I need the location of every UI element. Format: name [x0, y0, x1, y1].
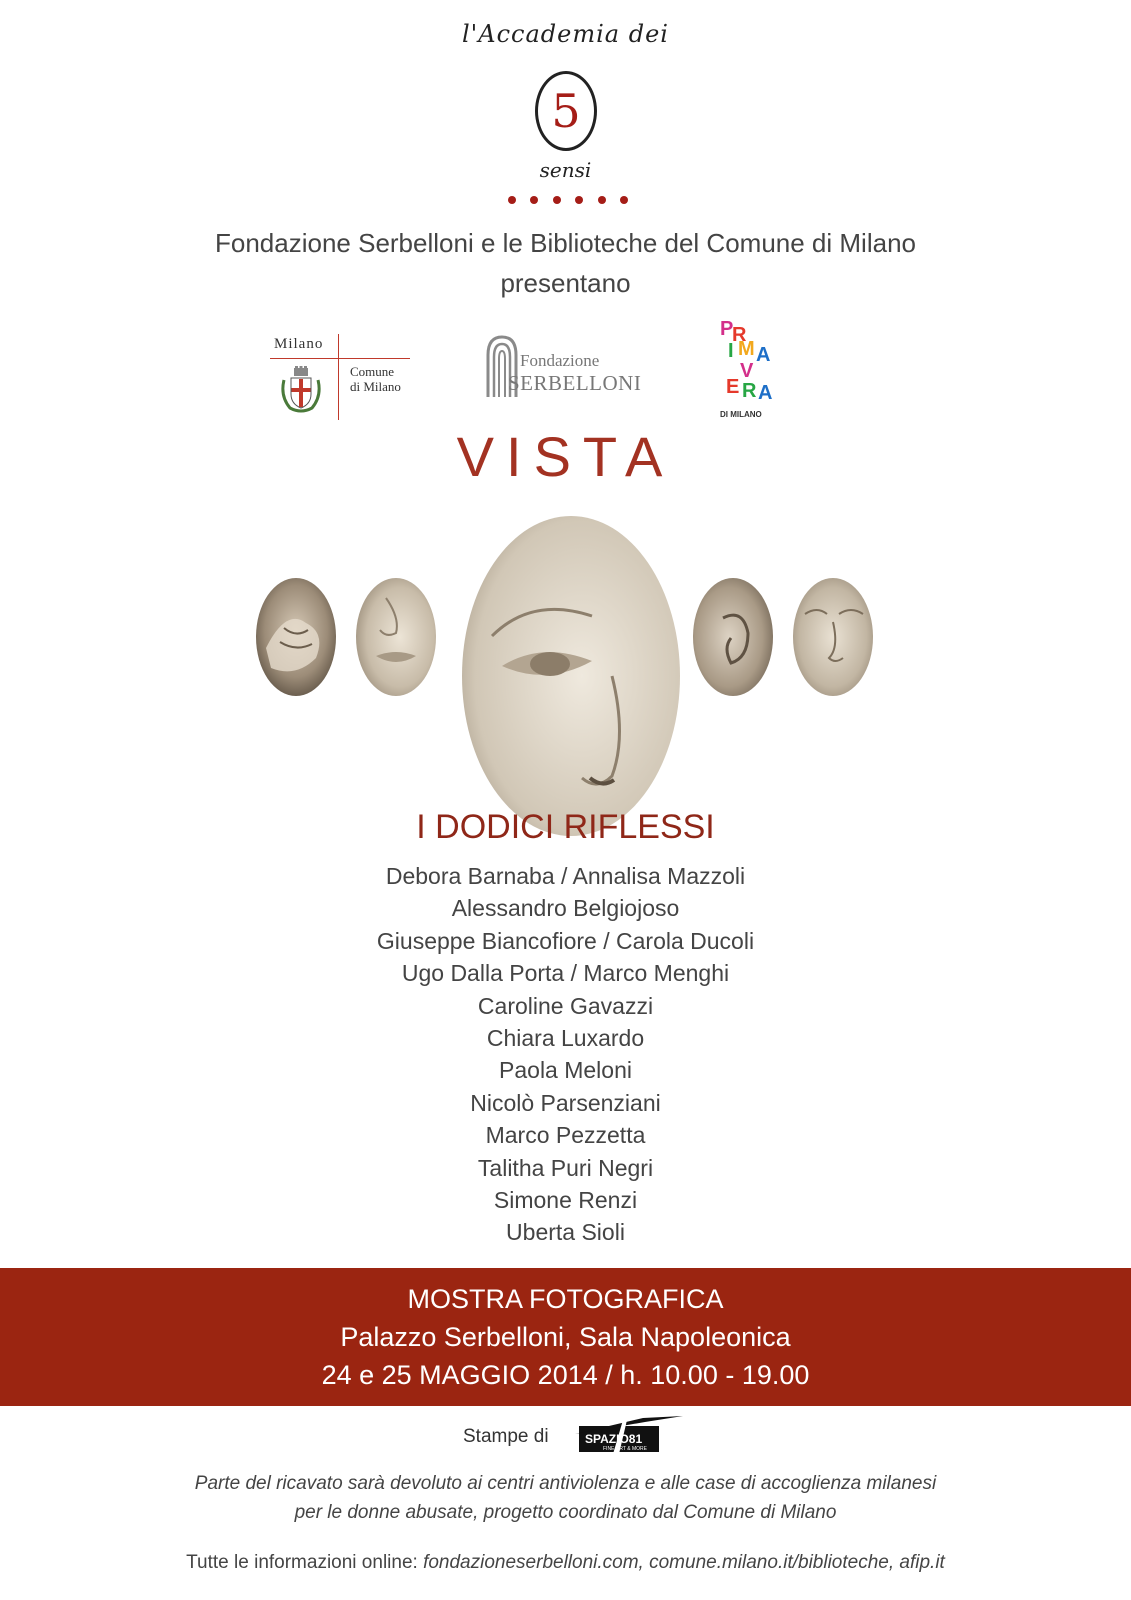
dot [553, 196, 561, 204]
spazio81-sub: FINE-ART & MORE [603, 1446, 647, 1452]
artist-name: Talitha Puri Negri [477, 1154, 654, 1181]
primavera-letter: M [738, 338, 755, 360]
artists-list [0, 860, 1131, 1249]
exhibition-title: VISTA [456, 425, 675, 488]
primavera-sub: DI MILANO [720, 410, 762, 419]
event-info-band [0, 1268, 1131, 1406]
exhibition-subtitle: I DODICI RIFLESSI [416, 808, 715, 846]
primavera-letter: R [742, 380, 757, 402]
primavera-letter: V [740, 360, 754, 382]
online-info-links[interactable]: fondazioneserbelloni.com, comune.milano.it/biblioteche, afip.it [423, 1552, 945, 1573]
primavera-letter: R [732, 324, 747, 346]
sculpture-ear-image [693, 578, 773, 696]
artist-name: Ugo Dalla Porta / Marco Menghi [401, 960, 730, 987]
spazio81-brand: SPAZIO81 [585, 1432, 643, 1446]
primavera-letter: A [756, 344, 771, 366]
charity-note-line2: per le donne abusate, progetto coordinato dal Comune di Milano [294, 1502, 837, 1523]
accademia-logo-bottom: sensi [539, 158, 592, 182]
serbelloni-line2: SERBELLONI [508, 371, 642, 395]
primavera-letter: E [726, 376, 740, 398]
event-venue: Palazzo Serbelloni, Sala Napoleonica [340, 1322, 791, 1352]
comune-city: Milano [274, 336, 324, 352]
primavera-letter: A [758, 382, 773, 404]
artist-name: Simone Renzi [493, 1187, 638, 1214]
dot [530, 196, 538, 204]
presentano-line: presentano [500, 268, 631, 298]
comune-name-line2: di Milano [350, 379, 401, 394]
sculpture-hand-image [256, 578, 336, 696]
dot [508, 196, 516, 204]
online-info-label: Tutte le informazioni online: [186, 1552, 424, 1573]
dot [575, 196, 583, 204]
artist-name: Nicolò Parsenziani [470, 1089, 661, 1116]
artist-name: Chiara Luxardo [486, 1025, 645, 1052]
artist-name: Debora Barnaba / Annalisa Mazzoli [385, 863, 746, 889]
sculpture-face-image [462, 516, 680, 836]
spazio81-logo [573, 1414, 685, 1456]
primavera-letter: I [728, 340, 734, 362]
accademia-logo-top: l'Accademia dei [462, 20, 669, 48]
artist-name: Alessandro Belgiojoso [451, 895, 680, 922]
milano-crest-icon [278, 366, 324, 414]
artist-name: Caroline Gavazzi [477, 992, 654, 1019]
sculpture-nose-image [793, 578, 873, 696]
primavera-letter: P [720, 318, 734, 340]
charity-note-line1: Parte del ricavato sarà devoluto ai centri antiviolenza e alle case di accoglienza milanesi [194, 1473, 937, 1494]
printing-label: Stampe di [463, 1426, 549, 1447]
artist-name: Paola Meloni [499, 1057, 632, 1084]
serbelloni-line1: Fondazione [520, 351, 600, 370]
event-type: MOSTRA FOTOGRAFICA [407, 1284, 724, 1314]
comune-divider-horizontal [270, 358, 410, 359]
comune-divider-vertical [338, 334, 339, 420]
online-info [0, 1552, 1131, 1574]
fondazione-serbelloni-logo [486, 331, 646, 401]
comune-name-line1: Comune [350, 364, 395, 379]
primavera-milano-logo [718, 320, 784, 420]
sculpture-lips-image [356, 578, 436, 696]
accademia-logo-circle [535, 71, 597, 151]
artist-name: Giuseppe Biancofiore / Carola Ducoli [376, 927, 755, 954]
presenters-line: Fondazione Serbelloni e le Biblioteche del Comune di Milano [215, 228, 916, 258]
comune-name [350, 364, 401, 394]
dot [620, 196, 628, 204]
accademia-logo-number: 5 [551, 84, 581, 138]
artist-name: Uberta Sioli [506, 1219, 625, 1246]
decorative-dots [508, 196, 628, 204]
artist-name: Marco Pezzetta [485, 1122, 646, 1149]
event-dates: 24 e 25 MAGGIO 2014 / h. 10.00 - 19.00 [321, 1360, 810, 1390]
dot [598, 196, 606, 204]
comune-milano-logo [270, 334, 410, 420]
